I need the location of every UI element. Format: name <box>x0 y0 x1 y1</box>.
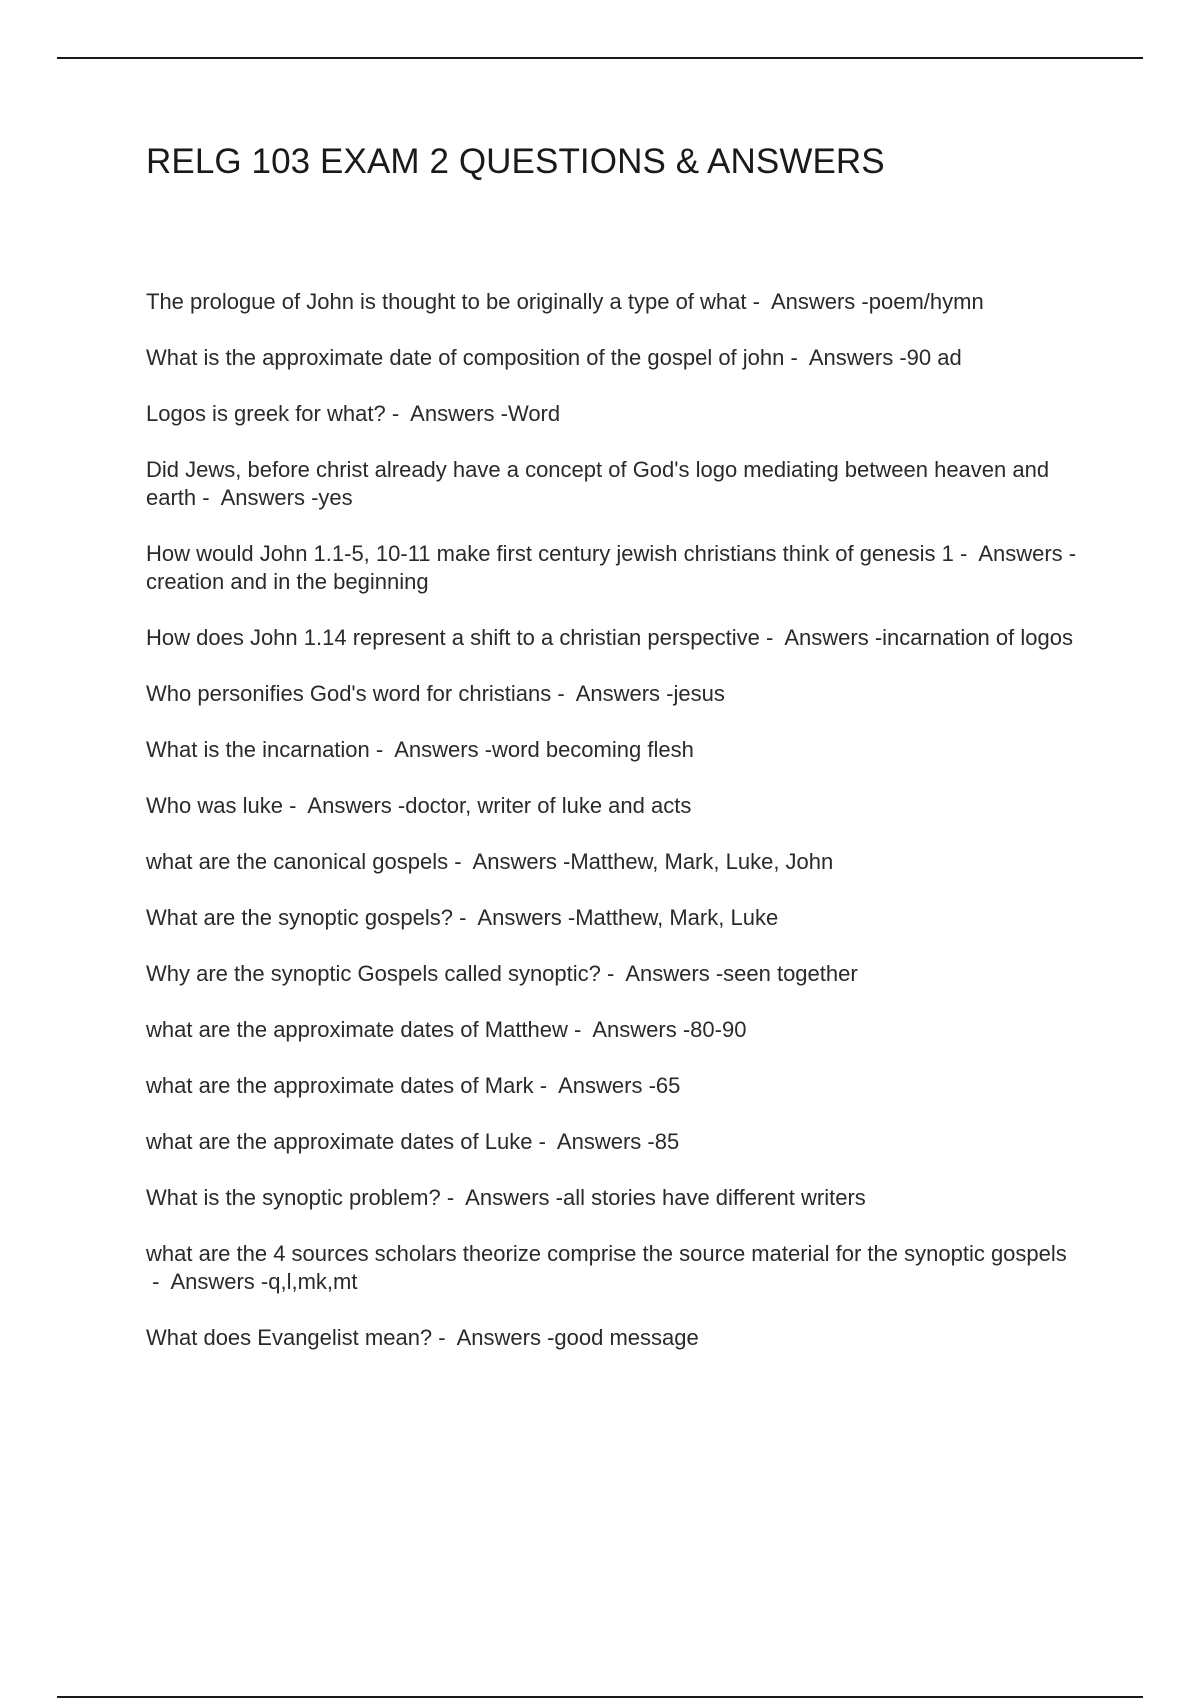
question-text: Did Jews, before christ already have a concept of God's logo mediating between heaven and earth <box>146 457 1050 510</box>
qa-separator: - <box>146 1269 171 1294</box>
question-text: what are the approximate dates of Luke <box>146 1129 533 1154</box>
answer-text: Answers -doctor, writer of luke and acts <box>307 793 692 818</box>
qa-item <box>146 1240 1086 1296</box>
qa-separator: - <box>532 1129 557 1154</box>
qa-separator: - <box>953 541 979 566</box>
answer-text: Answers -q,l,mk,mt <box>170 1269 358 1294</box>
question-text: What does Evangelist mean? <box>146 1325 433 1350</box>
answer-text: Answers -90 ad <box>808 345 962 370</box>
qa-separator: - <box>551 681 576 706</box>
qa-separator: - <box>567 1017 593 1042</box>
qa-item <box>146 1324 1086 1352</box>
qa-item <box>146 1128 1086 1156</box>
qa-separator: - <box>432 1325 457 1350</box>
qa-separator: - <box>533 1073 559 1098</box>
answer-text: Answers -Matthew, Mark, Luke, John <box>472 849 834 874</box>
question-text: Who personifies God's word for christians <box>146 681 552 706</box>
qa-item <box>146 1016 1086 1044</box>
qa-item <box>146 848 1086 876</box>
qa-separator: - <box>452 905 478 930</box>
answer-text: Answers -seen together <box>625 961 858 986</box>
question-text: How would John 1.1-5, 10-11 make first century jewish christians think of genesis 1 <box>146 541 954 566</box>
answer-text: Answers -jesus <box>575 681 725 706</box>
question-text: What is the approximate date of composition of the gospel of john <box>146 345 785 370</box>
answer-text: Answers -word becoming flesh <box>394 737 694 762</box>
question-text: what are the approximate dates of Matthew <box>146 1017 568 1042</box>
question-text: How does John 1.14 represent a shift to a christian perspective <box>146 625 760 650</box>
qa-item <box>146 904 1086 932</box>
qa-separator: - <box>282 793 308 818</box>
answer-text: Answers -yes <box>220 485 353 510</box>
page-title: RELG 103 EXAM 2 QUESTIONS & ANSWERS <box>146 142 885 181</box>
answer-text: Answers -Word <box>410 401 561 426</box>
answer-text: Answers -incarnation of logos <box>784 625 1073 650</box>
qa-item <box>146 288 1086 316</box>
answer-text: Answers -good message <box>456 1325 699 1350</box>
qa-item <box>146 736 1086 764</box>
question-text: Logos is greek for what? <box>146 401 386 426</box>
qa-separator: - <box>759 625 785 650</box>
qa-item <box>146 456 1086 512</box>
answer-text: Answers -85 <box>556 1129 680 1154</box>
qa-separator: - <box>440 1185 466 1210</box>
qa-separator: - <box>369 737 395 762</box>
qa-item <box>146 960 1086 988</box>
qa-item <box>146 400 1086 428</box>
qa-separator: - <box>448 849 473 874</box>
question-text: Why are the synoptic Gospels called synoptic? <box>146 961 601 986</box>
qa-separator: - <box>600 961 626 986</box>
qa-item <box>146 680 1086 708</box>
question-text: What are the synoptic gospels? <box>146 905 453 930</box>
qa-item <box>146 792 1086 820</box>
qa-separator: - <box>784 345 809 370</box>
qa-separator: - <box>196 485 221 510</box>
bottom-rule <box>57 1696 1143 1698</box>
question-text: what are the 4 sources scholars theorize comprise the source material for the synoptic gospels <box>146 1241 1067 1266</box>
qa-item <box>146 624 1086 652</box>
qa-item <box>146 1072 1086 1100</box>
answer-text: Answers -Matthew, Mark, Luke <box>477 905 779 930</box>
question-text: The prologue of John is thought to be originally a type of what <box>146 289 747 314</box>
answer-text: Answers -80-90 <box>592 1017 747 1042</box>
answer-text: Answers -65 <box>558 1073 681 1098</box>
answer-text: Answers -poem/hymn <box>770 289 984 314</box>
qa-separator: - <box>746 289 771 314</box>
question-text: what are the approximate dates of Mark <box>146 1073 534 1098</box>
question-text: What is the incarnation <box>146 737 370 762</box>
question-text: What is the synoptic problem? <box>146 1185 441 1210</box>
qa-list <box>146 288 1086 1380</box>
answer-text: Answers -creation and in the beginning <box>146 541 1077 594</box>
top-rule <box>57 57 1143 59</box>
qa-item <box>146 540 1086 596</box>
question-text: Who was luke <box>146 793 283 818</box>
qa-separator: - <box>385 401 411 426</box>
answer-text: Answers -all stories have different writers <box>465 1185 866 1210</box>
question-text: what are the canonical gospels <box>146 849 449 874</box>
qa-item <box>146 1184 1086 1212</box>
qa-item <box>146 344 1086 372</box>
